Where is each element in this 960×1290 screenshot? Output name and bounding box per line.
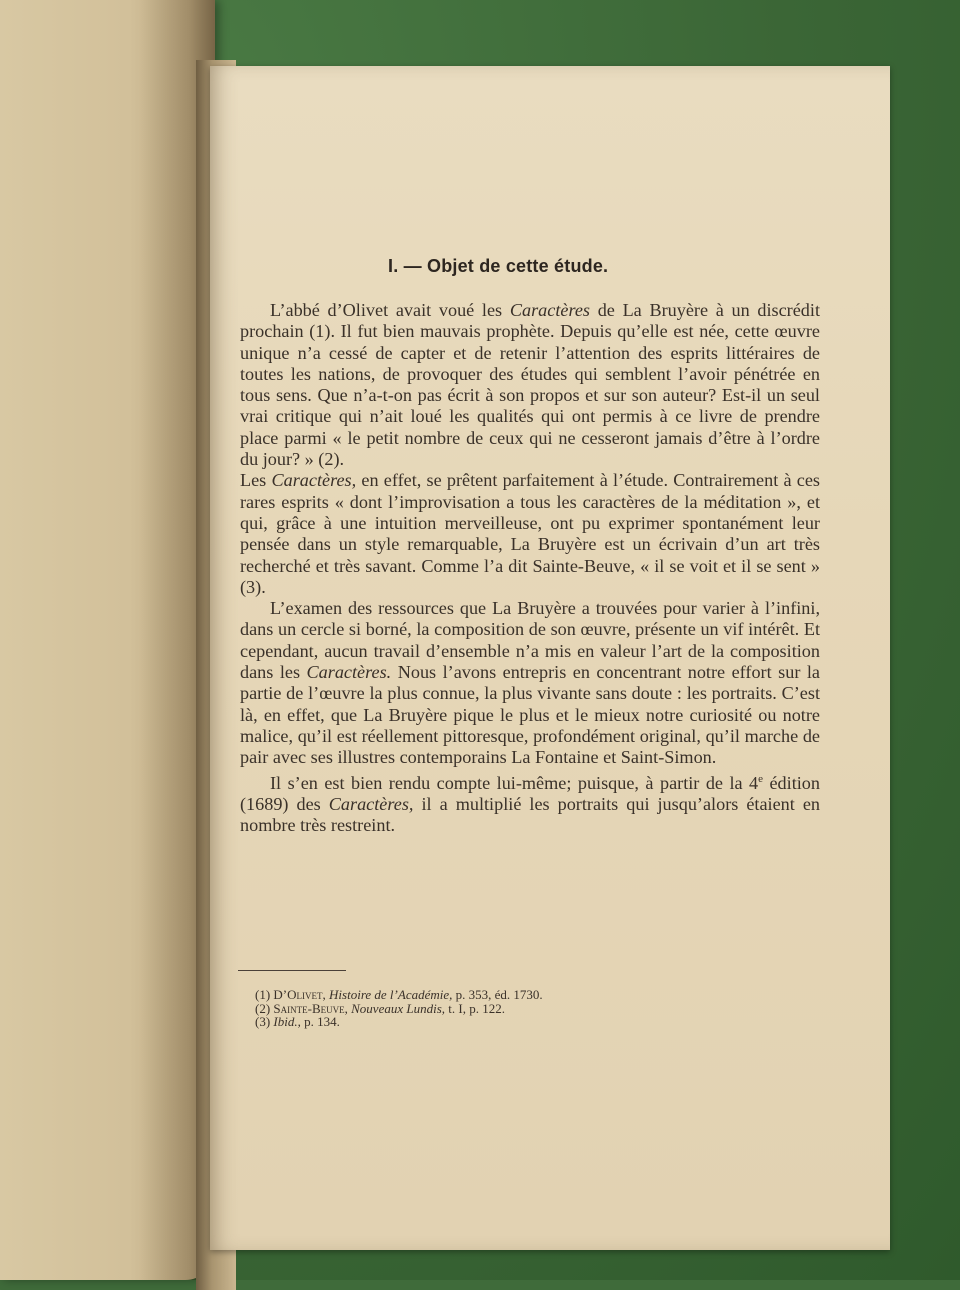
section-heading: I. — Objet de cette étude.: [388, 256, 609, 276]
paragraph-4: Il s’en est bien rendu compte lui-même; puisque, à partir de la 4e édition (1689) des Caractères, il a multiplié les portraits qui jusqu’alors étaient en nombre très restreint.: [240, 772, 821, 836]
paragraph-1: L’abbé d’Olivet avait voué les Caractères de La Bruyère à un discrédit prochain (1). Il fut bien mauvais prophète. Depuis qu’elle est née, cette œuvre unique n’a cessé de capter et de retenir l’attention des esprits littéraires de toutes les nations, de provoquer des études qui semblent l’avoir pénétrée en tous sens. Que n’a-t-on pas écrit à son propos et sur son auteur? Est-il un seul vrai critique qui n’ait loué les qualités qui ont permis à ce livre de prendre place parmi « le petit nombre de ceux qui ne cesseront jamais d’être à l’ordre du jour? » (2).: [240, 300, 821, 470]
left-page-edge: [0, 0, 215, 1280]
footnote-3: (3) Ibid., p. 134.: [255, 1014, 340, 1029]
footnotes: [255, 988, 815, 1029]
body-text: [240, 300, 820, 836]
paragraph-3: L’examen des ressources que La Bruyère a trouvées pour varier à l’infini, dans un cercle si borné, la composition de son œuvre, présente un vif intérêt. Et cependant, aucun travail d’ensemble n’a mis en valeur l’art de la composition dans les Caractères. Nous l’avons entrepris en concentrant notre effort sur la partie de l’œuvre la plus connue, la plus vivante sans doute : les portraits. C’est là, en effet, que La Bruyère pique le plus et le mieux notre curiosité ou notre malice, qu’il est réellement pittoresque, profondément original, qu’il marche de pair avec ses illustres contemporains La Fontaine et Saint-Simon.: [240, 598, 820, 768]
footnote-1: (1) D’Olivet, Histoire de l’Académie, p. 353, éd. 1730.: [255, 987, 543, 1002]
paragraph-2: Les Caractères, en effet, se prêtent parfaitement à l’étude. Contrairement à ces rares esprits « dont l’improvisation a tous les caractères de la méditation », et qui, grâce à une intuition merveilleuse, ont pu exprimer spontanément leur pensée dans un style remarquable, La Bruyère est un écrivain d’un art très recherché et très savant. Comme l’a dit Sainte-Beuve, « il se voit et il se sent » (3).: [240, 470, 821, 597]
footnote-rule: [238, 970, 346, 971]
footnote-2: (2) Sainte-Beuve, Nouveaux Lundis, t. I, p. 122.: [255, 1000, 505, 1016]
